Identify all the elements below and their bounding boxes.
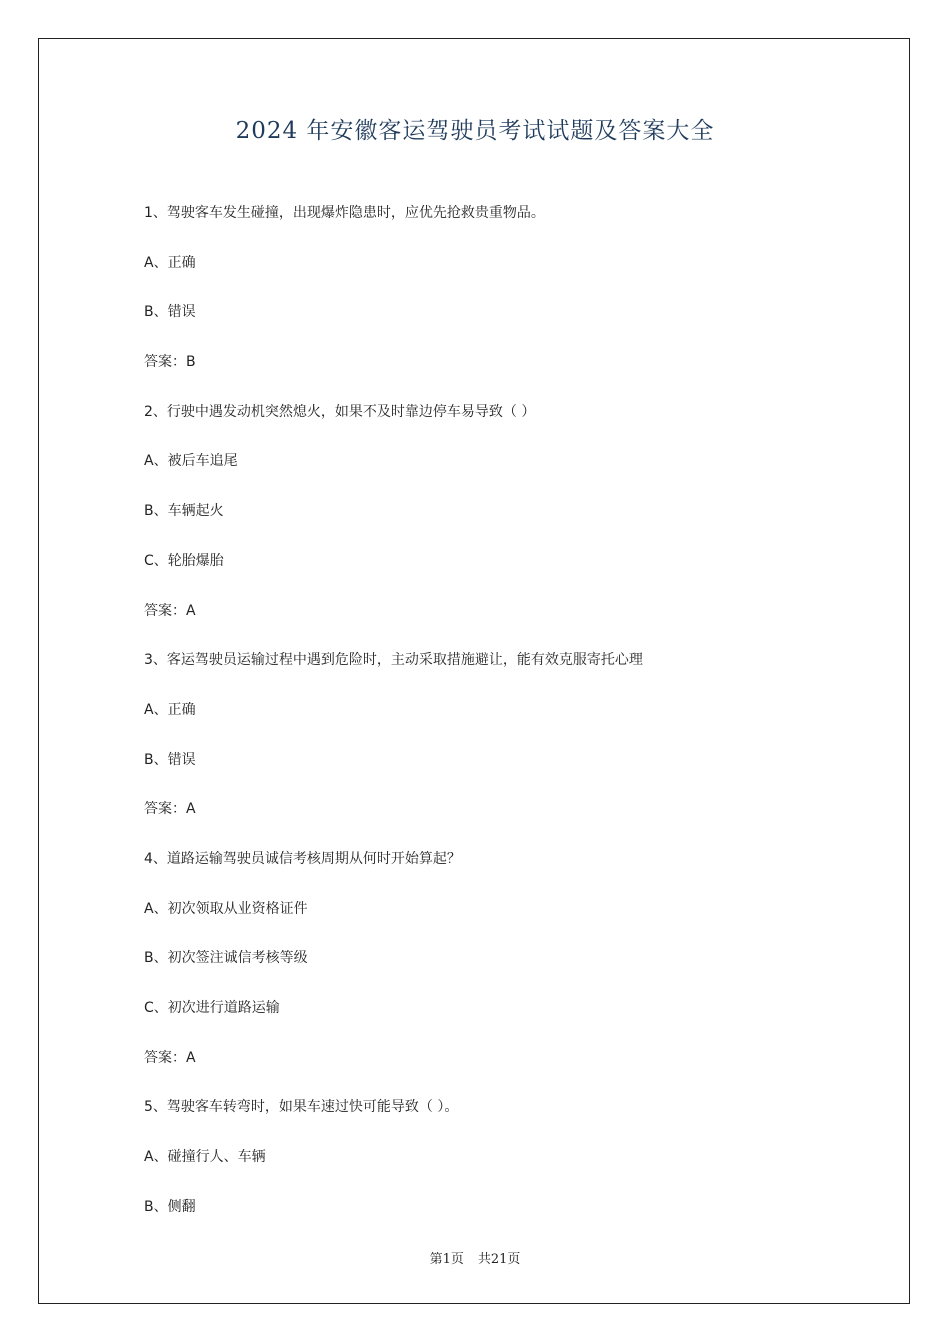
option-line: B、初次签注诚信考核等级	[144, 950, 308, 967]
option-line: A、被后车追尾	[144, 453, 238, 470]
option-line: A、正确	[144, 254, 196, 271]
answer-line: 答案：B	[144, 354, 196, 371]
option-line: A、初次领取从业资格证件	[144, 900, 308, 917]
answer-line: 答案：A	[144, 602, 196, 619]
answer-line: 答案：A	[144, 801, 196, 818]
option-line: B、错误	[144, 751, 196, 768]
document-title: 2024 年安徽客运驾驶员考试试题及答案大全	[235, 118, 715, 144]
page-footer	[0, 1248, 950, 1267]
option-line: A、正确	[144, 701, 196, 718]
page-number: 第1页	[429, 1252, 464, 1267]
question-line: 1、驾驶客车发生碰撞，出现爆炸隐患时，应优先抢救贵重物品。	[144, 205, 545, 221]
answer-line: 答案：A	[144, 1049, 196, 1066]
option-line: B、错误	[144, 304, 196, 321]
option-line: A、碰撞行人、车辆	[144, 1149, 266, 1166]
option-line: B、车辆起火	[144, 503, 224, 520]
question-line: 2、行驶中遇发动机突然熄火，如果不及时靠边停车易导致（ ）	[144, 403, 536, 420]
question-list	[144, 200, 864, 1243]
option-line: B、侧翻	[144, 1198, 196, 1215]
question-line: 4、道路运输驾驶员诚信考核周期从何时开始算起？	[144, 850, 461, 867]
option-line: C、轮胎爆胎	[144, 552, 224, 569]
page-total: 共21页	[477, 1252, 521, 1267]
question-line: 5、驾驶客车转弯时，如果车速过快可能导致（ ）。	[144, 1099, 459, 1116]
option-line: C、初次进行道路运输	[144, 1000, 280, 1016]
question-line: 3、客运驾驶员运输过程中遇到危险时，主动采取措施避让，能有效克服寄托心理	[144, 652, 643, 669]
